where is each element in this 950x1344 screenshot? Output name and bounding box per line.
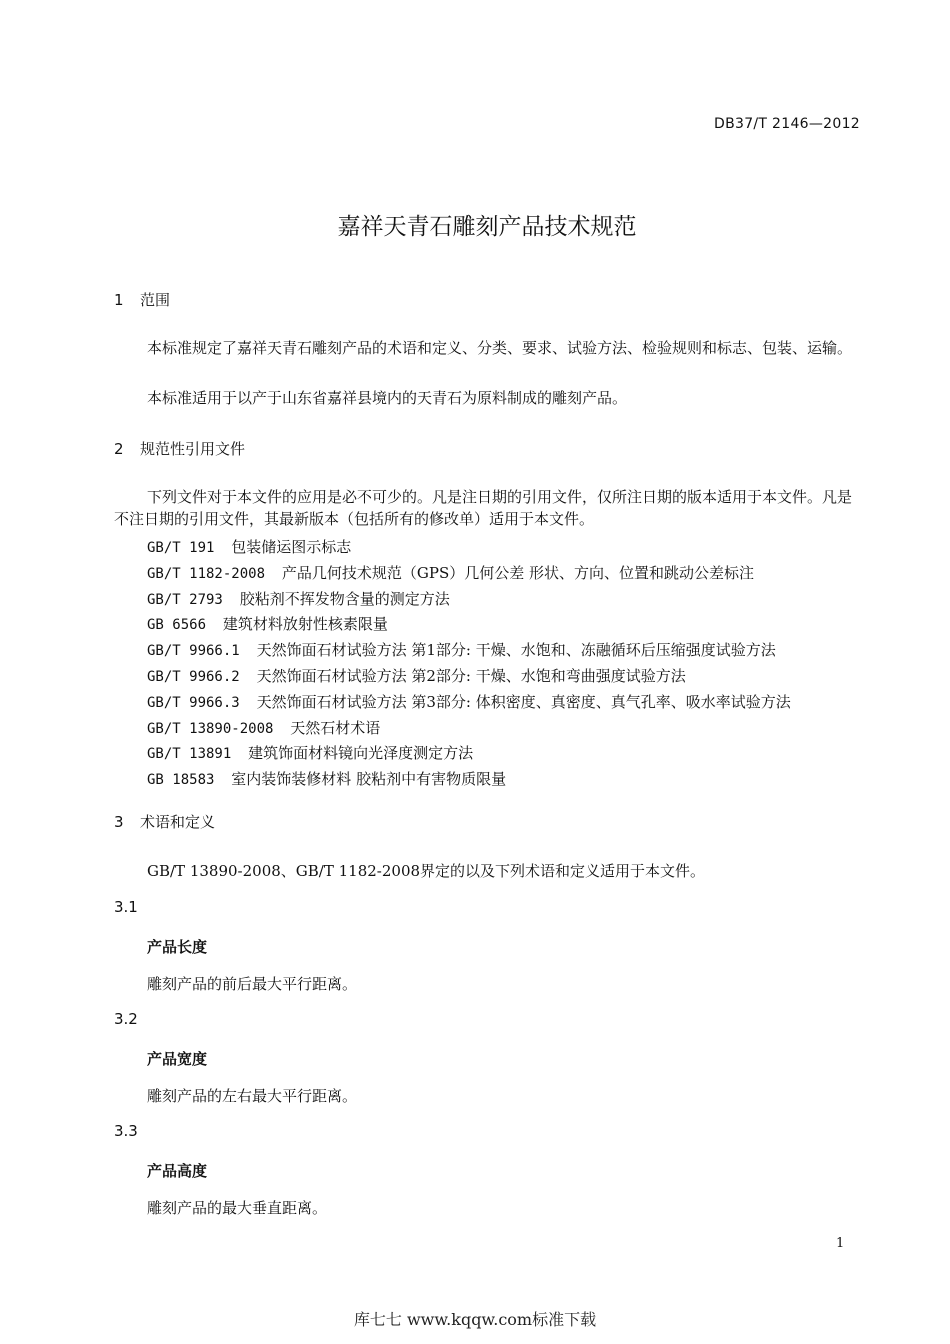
page-number: 1 <box>836 1236 845 1251</box>
standard-code: DB37/T 2146—2012 <box>714 116 860 132</box>
reference-code: GB/T 13891 <box>147 746 232 763</box>
reference-title: 包装储运图示标志 <box>231 538 352 556</box>
term-definition: 雕刻产品的最大垂直距离。 <box>147 1199 328 1217</box>
reference-title: 天然饰面石材试验方法 第1部分: 干燥、水饱和、冻融循环后压缩强度试验方法 <box>256 641 776 660</box>
reference-list <box>147 535 867 793</box>
clause-number: 3.1 <box>114 898 138 916</box>
reference-code: GB/T 191 <box>147 540 215 556</box>
reference-code: GB/T 9966.3 <box>147 694 240 711</box>
document-title: 嘉祥天青石雕刻产品技术规范 <box>337 214 637 240</box>
section-title: 术语和定义 <box>140 813 216 831</box>
reference-item <box>147 664 867 690</box>
scope-paragraph-1: 本标准规定了嘉祥天青石雕刻产品的术语和定义、分类、要求、试验方法、检验规则和标志、包装、运输。 <box>147 339 853 357</box>
section-1-heading <box>114 289 170 310</box>
reference-title: 建筑材料放射性核素限量 <box>222 615 388 634</box>
watermark: 库七七 www.kqqw.com标准下载 <box>353 1310 597 1329</box>
section-title: 范围 <box>140 291 171 309</box>
section-number: 1 <box>114 291 124 309</box>
reference-item <box>147 587 867 613</box>
reference-item <box>147 535 867 561</box>
reference-title: 胶粘剂不挥发物含量的测定方法 <box>239 589 450 608</box>
section-3-heading <box>114 811 215 832</box>
term-name: 产品长度 <box>147 938 208 956</box>
reference-code: GB/T 9966.2 <box>147 668 240 685</box>
terms-intro: GB/T 13890-2008、GB/T 1182-2008界定的以及下列术语和定义适用于本文件。 <box>147 862 706 880</box>
reference-item <box>147 638 867 664</box>
reference-item <box>147 741 867 767</box>
references-intro: 下列文件对于本文件的应用是必不可少的。凡是注日期的引用文件，仅所注日期的版本适用于本文件。凡是不注日期的引用文件，其最新版本（包括所有的修改单）适用于本文件。 <box>114 488 853 528</box>
reference-code: GB/T 1182-2008 <box>147 565 266 582</box>
term-definition: 雕刻产品的前后最大平行距离。 <box>147 975 358 993</box>
reference-item <box>147 612 867 638</box>
reference-item <box>147 716 867 742</box>
reference-code: GB 18583 <box>147 772 215 789</box>
reference-code: GB/T 9966.1 <box>147 643 240 660</box>
reference-item <box>147 690 867 716</box>
section-number: 2 <box>114 440 124 458</box>
reference-title: 室内装饰装修材料 胶粘剂中有害物质限量 <box>231 770 507 789</box>
section-title: 规范性引用文件 <box>140 440 246 458</box>
clause-number: 3.3 <box>114 1122 138 1140</box>
reference-title: 产品几何技术规范（GPS）几何公差 形状、方向、位置和跳动公差标注 <box>281 563 754 582</box>
term-definition: 雕刻产品的左右最大平行距离。 <box>147 1087 358 1105</box>
clause-number: 3.2 <box>114 1010 138 1028</box>
reference-title: 天然饰面石材试验方法 第2部分: 干燥、水饱和弯曲强度试验方法 <box>256 666 686 685</box>
section-2-heading <box>114 438 245 459</box>
reference-item <box>147 561 867 587</box>
reference-title: 建筑饰面材料镜向光泽度测定方法 <box>248 744 474 763</box>
term-name: 产品高度 <box>147 1162 208 1180</box>
reference-title: 天然石材术语 <box>290 718 381 737</box>
reference-code: GB 6566 <box>147 617 207 634</box>
reference-title: 天然饰面石材试验方法 第3部分: 体积密度、真密度、真气孔率、吸水率试验方法 <box>256 692 791 711</box>
section-number: 3 <box>114 813 124 831</box>
scope-paragraph-2: 本标准适用于以产于山东省嘉祥县境内的天青石为原料制成的雕刻产品。 <box>147 389 628 407</box>
reference-code: GB/T 13890-2008 <box>147 720 274 737</box>
term-name: 产品宽度 <box>147 1050 208 1068</box>
reference-item <box>147 767 867 793</box>
reference-code: GB/T 2793 <box>147 591 223 608</box>
